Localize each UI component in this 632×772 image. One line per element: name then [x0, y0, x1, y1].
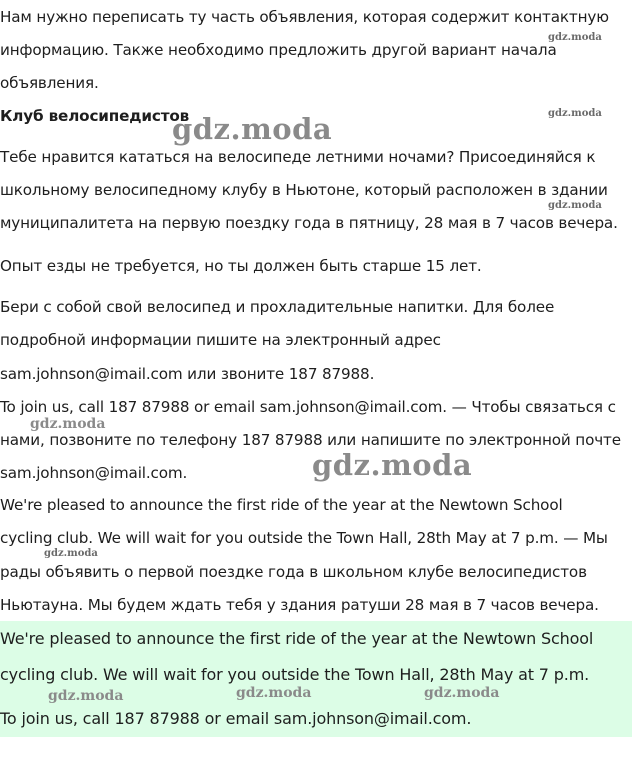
watermark: gdz.moda [424, 685, 500, 701]
paragraph-line: информацию. Также необходимо предложить другой вариант начала [0, 41, 557, 59]
answer-line: cycling club. We will wait for you outside the Town Hall, 28th May at 7 p.m. [0, 665, 590, 684]
watermark: gdz.moda [30, 416, 106, 432]
paragraph-line: sam.johnson@imail.com. [0, 464, 188, 482]
paragraph-line: sam.johnson@imail.com или звоните 187 87988. [0, 365, 375, 383]
watermark: gdz.moda [312, 448, 473, 482]
paragraph-line: объявления. [0, 74, 99, 92]
watermark: gdz.moda [548, 108, 602, 119]
paragraph-line: муниципалитета на первую поездку года в пятницу, 28 мая в 7 часов вечера. [0, 214, 618, 232]
section-heading: Клуб велосипедистов [0, 107, 190, 125]
paragraph-line: подробной информации пишите на электронный адрес [0, 331, 441, 349]
paragraph-line: Нам нужно переписать ту часть объявления, которая содержит контактную [0, 8, 609, 26]
watermark: gdz.moda [44, 548, 98, 559]
watermark: gdz.moda [48, 688, 124, 704]
paragraph-line: Тебе нравится кататься на велосипеде летними ночами? Присоединяйся к [0, 148, 596, 166]
answer-line: To join us, call 187 87988 or email sam.johnson@imail.com. [0, 709, 472, 728]
paragraph-line: Бери с собой свой велосипед и прохладительные напитки. Для более [0, 298, 555, 316]
watermark: gdz.moda [236, 685, 312, 701]
watermark: gdz.moda [548, 200, 602, 211]
answer-box [0, 621, 632, 737]
paragraph-line: нами, позвоните по телефону 187 87988 или напишите по электронной почте [0, 431, 621, 449]
paragraph-line: школьному велосипедному клубу в Ньютоне, который расположен в здании [0, 181, 608, 199]
watermark: gdz.moda [172, 112, 333, 146]
watermark: gdz.moda [548, 32, 602, 43]
paragraph-line: рады объявить о первой поездке года в школьном клубе велосипедистов [0, 563, 587, 581]
paragraph-line: cycling club. We will wait for you outside the Town Hall, 28th May at 7 p.m. — Мы [0, 529, 608, 547]
paragraph-line: We're pleased to announce the first ride of the year at the Newtown School [0, 496, 563, 514]
paragraph-line: To join us, call 187 87988 or email sam.johnson@imail.com. — Чтобы связаться с [0, 398, 616, 416]
paragraph-line: Опыт езды не требуется, но ты должен быть старше 15 лет. [0, 257, 482, 275]
answer-line: We're pleased to announce the first ride of the year at the Newtown School [0, 629, 594, 648]
paragraph-line: Ньютауна. Мы будем ждать тебя у здания ратуши 28 мая в 7 часов вечера. [0, 596, 599, 614]
